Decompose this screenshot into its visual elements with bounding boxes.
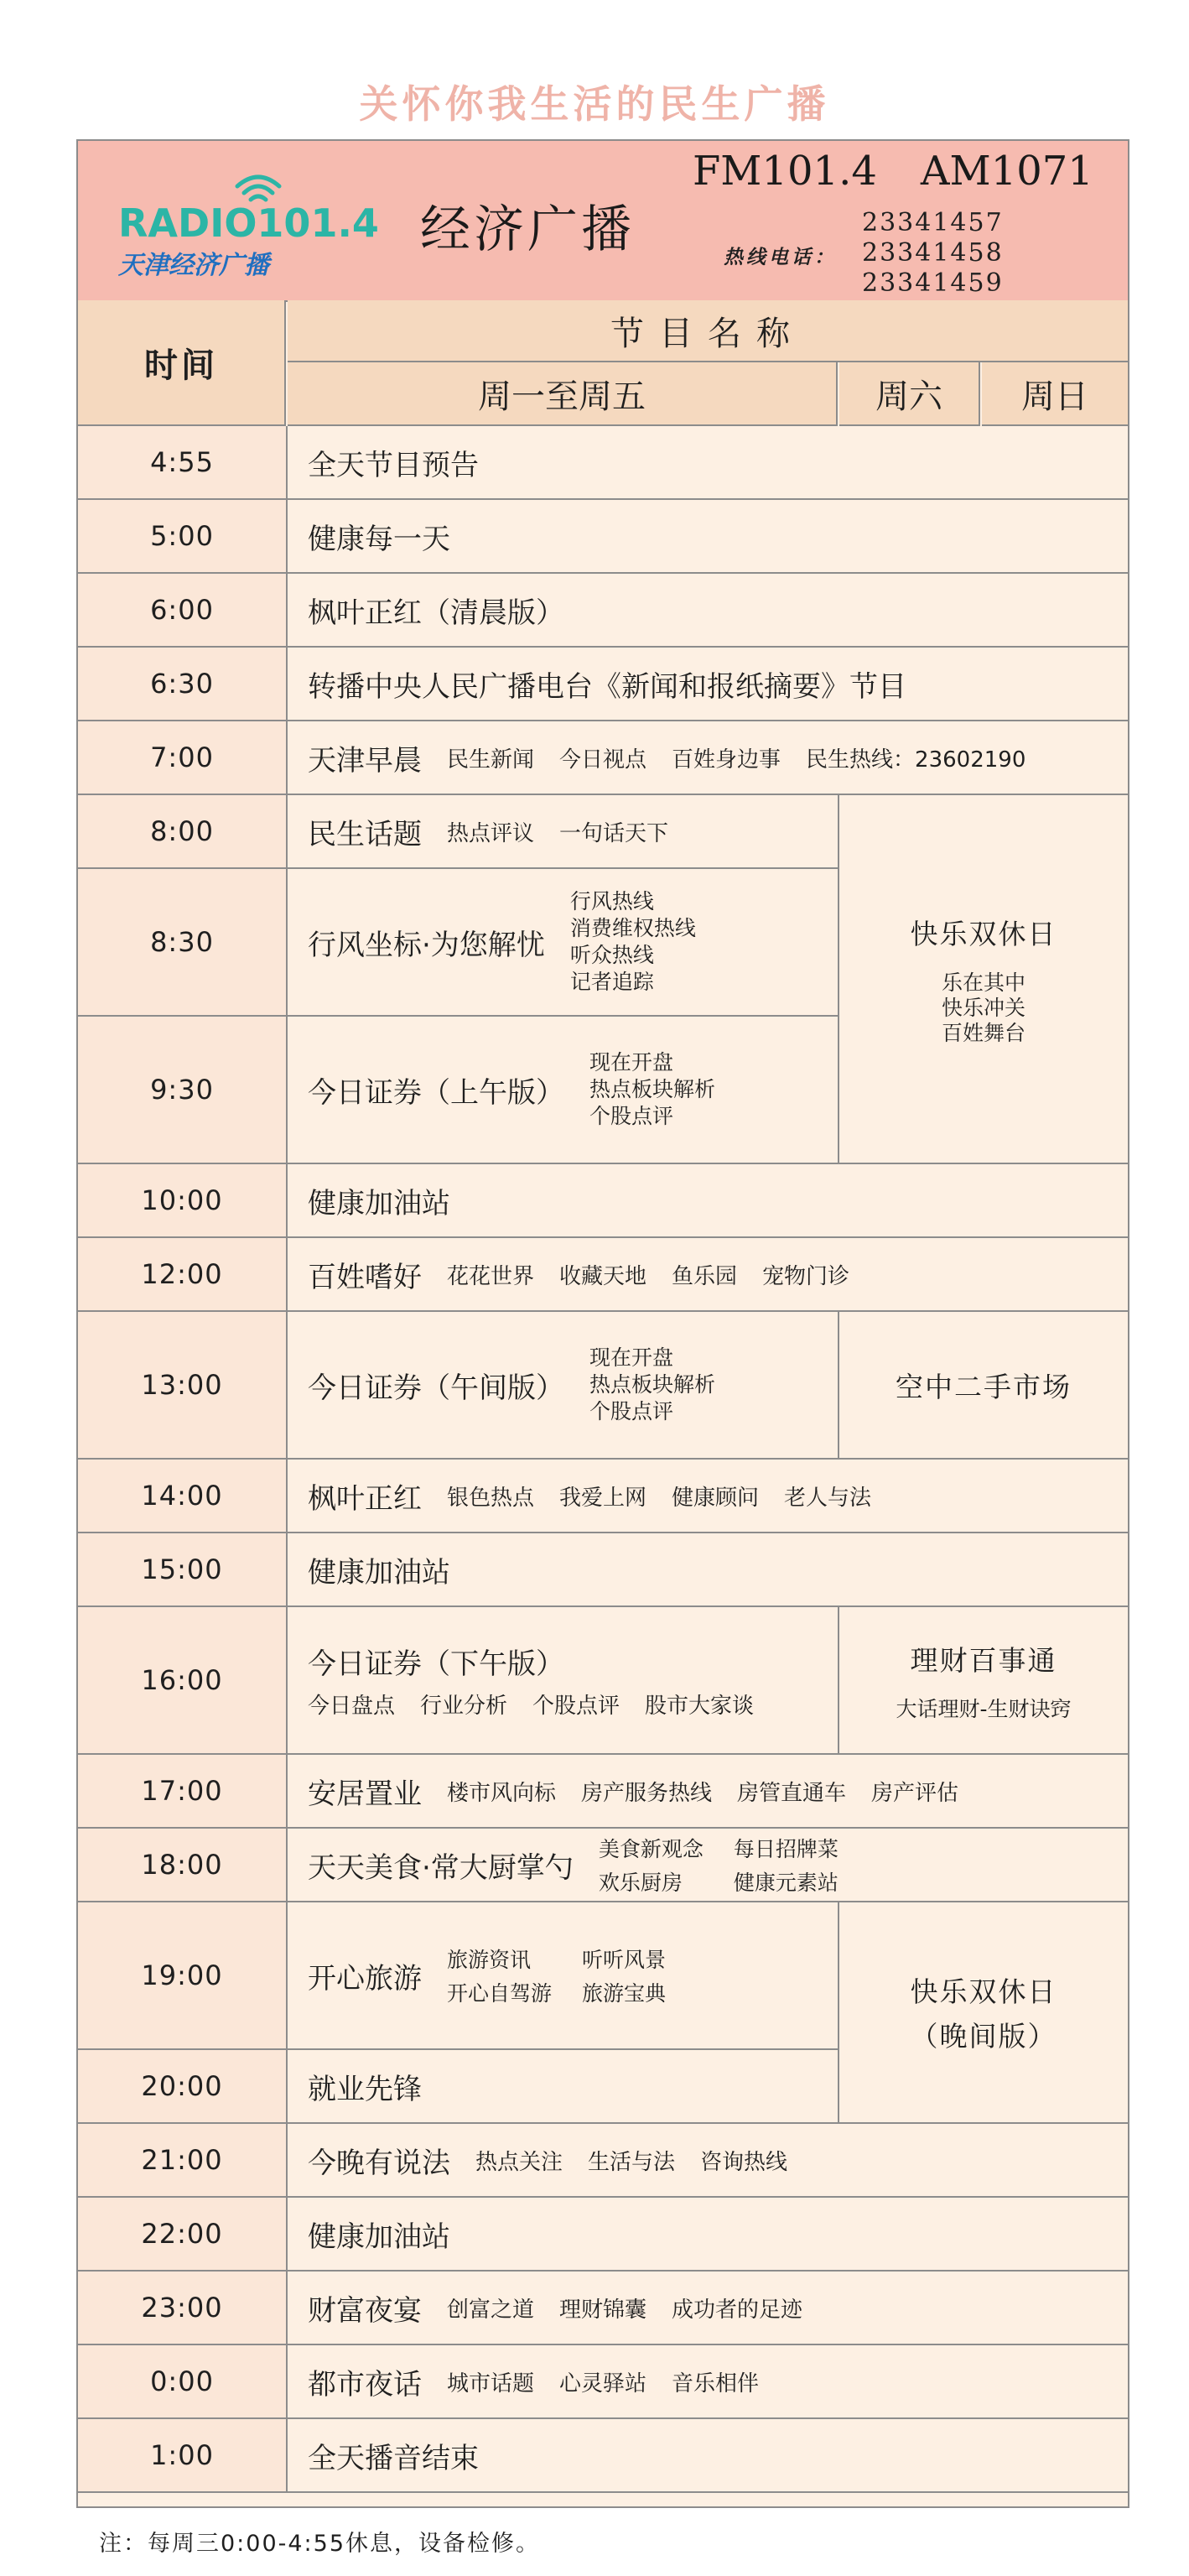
segment-item: 房产评估 (871, 1780, 959, 1806)
footnote: 注：每周三0:00-4:55休息，设备检修。 (99, 2531, 541, 2557)
hotline-numbers (862, 208, 1004, 299)
logo-subtitle: 天津经济广播 (118, 251, 269, 280)
program-cell (288, 1164, 1128, 1238)
segment-item: 股市大家谈 (645, 1694, 755, 1719)
time-cell: 8:30 (78, 869, 288, 1017)
weekend-program-title: 理财百事通 (910, 1643, 1057, 1677)
segment-item: 热点板块解析 (589, 1077, 716, 1101)
slogan: 关怀你我生活的民生广播 (359, 81, 830, 127)
program-stack (308, 1641, 754, 1720)
segment-item: 民生热线：23602190 (806, 747, 1026, 773)
segment-item: 旅游宝典 (582, 1981, 667, 2006)
segment-item: 心灵驿站 (559, 2370, 647, 2396)
segment-list (589, 1050, 715, 1129)
program-title: 枫叶正红 (308, 1481, 422, 1516)
program-title: 全天播音结束 (308, 2441, 479, 2475)
program-cell (288, 2198, 1128, 2272)
time-cell: 0:00 (78, 2345, 288, 2419)
schedule-frame (76, 139, 1129, 2508)
time-column-header: 时间 (78, 300, 286, 426)
program-title: 行风坐标·为您解忧 (308, 928, 545, 962)
time-cell: 1:00 (78, 2419, 288, 2493)
time-cell: 7:00 (78, 721, 288, 795)
weekend-program-cell (839, 1902, 1128, 2124)
program-title: 民生话题 (308, 817, 422, 851)
segment-item: 收藏天地 (559, 1263, 647, 1289)
program-title: 百姓嗜好 (308, 1260, 422, 1294)
segment-item: 个股点评 (532, 1694, 620, 1719)
program-title: 今日证券（午间版） (308, 1371, 564, 1405)
segment-item: 旅游资讯 (447, 1948, 532, 1972)
segment-item: 花花世界 (447, 1263, 535, 1289)
time-cell: 13:00 (78, 1312, 288, 1460)
segment-item: 今日盘点 (308, 1694, 396, 1719)
time-cell: 9:30 (78, 1017, 288, 1164)
time-cell: 15:00 (78, 1533, 288, 1607)
segment-item: 宠物门诊 (762, 1263, 850, 1289)
segment-item: 城市话题 (447, 2370, 535, 2396)
weekend-segment: （晚间版） (910, 2020, 1057, 2053)
segment-item: 我爱上网 (559, 1485, 647, 1511)
time-cell: 6:00 (78, 574, 288, 648)
program-cell (288, 721, 1128, 795)
weekend-segment: 快乐冲关 (941, 995, 1025, 1020)
time-cell: 23:00 (78, 2272, 288, 2345)
segment-item: 创富之道 (447, 2297, 535, 2323)
segment-list (447, 1776, 958, 1807)
segment-list (589, 1345, 715, 1424)
weekend-segment: 乐在其中 (941, 970, 1025, 995)
program-cell (288, 1460, 1128, 1533)
logo-text: RADIO101.4 (118, 200, 379, 246)
weekend-segment: 百姓舞台 (941, 1020, 1025, 1045)
segment-item: 老人与法 (784, 1485, 872, 1511)
program-cell (288, 2124, 1128, 2198)
time-cell: 5:00 (78, 500, 288, 574)
program-cell (288, 1829, 1128, 1902)
program-title: 就业先锋 (308, 2072, 422, 2106)
frequencies (693, 148, 1093, 195)
segment-list (447, 2292, 802, 2324)
segment-item: 健康顾问 (672, 1485, 760, 1511)
segment-list (447, 2366, 759, 2397)
segment-item: 理财锦囊 (559, 2297, 647, 2323)
segment-item: 热点评议 (447, 820, 535, 846)
segment-item: 音乐相伴 (672, 2370, 760, 2396)
segment-item: 消费维权热线 (569, 916, 696, 940)
segment-item: 民生新闻 (447, 747, 535, 773)
program-cell (288, 574, 1128, 648)
program-cell (288, 2050, 839, 2124)
segment-list (447, 1944, 666, 2007)
program-cell (288, 869, 839, 1017)
time-cell: 6:30 (78, 648, 288, 721)
program-cell (288, 2272, 1128, 2345)
program-cell (288, 1533, 1128, 1607)
program-title: 今日证券（上午版） (308, 1075, 564, 1110)
segment-item: 现在开盘 (589, 1050, 674, 1075)
weekend-program-title: 快乐双休日 (910, 917, 1057, 950)
phone-number: 23341457 (862, 208, 1004, 237)
segment-item: 银色热点 (447, 1485, 535, 1511)
segment-item: 楼市风向标 (447, 1780, 557, 1806)
hotline-label: 热线电话： (724, 246, 837, 268)
program-title: 枫叶正红（清晨版） (308, 596, 564, 630)
weekend-program-cell (839, 795, 1128, 1164)
program-cell (288, 1607, 839, 1755)
segment-item: 听众热线 (569, 943, 654, 967)
header-banner (78, 141, 1128, 302)
program-title: 财富夜宴 (308, 2293, 422, 2328)
segment-item: 个股点评 (589, 1104, 674, 1128)
program-cell (288, 2345, 1128, 2419)
time-cell: 8:00 (78, 795, 288, 869)
segment-list (308, 1689, 754, 1720)
segment-item: 每日招牌菜 (733, 1837, 839, 1861)
weekend-program-title: 空中二手市场 (896, 1370, 1072, 1403)
segment-item: 房产服务热线 (581, 1780, 713, 1806)
weekend-program-title: 快乐双休日 (910, 1975, 1057, 2008)
segment-item: 行风热线 (569, 889, 654, 913)
program-cell (288, 1238, 1128, 1312)
segment-item: 现在开盘 (589, 1345, 674, 1370)
program-cell (288, 1902, 839, 2050)
segment-list (447, 1259, 849, 1290)
time-cell: 17:00 (78, 1755, 288, 1829)
radio-logo-icon (112, 163, 380, 280)
segment-item: 记者追踪 (569, 970, 654, 994)
segment-item: 听听风景 (582, 1948, 667, 1972)
program-cell (288, 648, 1128, 721)
program-title: 全天节目预告 (308, 448, 479, 482)
segment-item: 百姓身边事 (672, 747, 781, 773)
segment-item: 开心自驾游 (447, 1981, 553, 2006)
station-name: 经济广播 (420, 200, 635, 259)
program-title: 健康加油站 (308, 1555, 450, 1590)
program-cell (288, 795, 839, 869)
segment-item: 热点关注 (475, 2149, 563, 2175)
segment-item: 行业分析 (420, 1694, 508, 1719)
time-cell: 12:00 (78, 1238, 288, 1312)
program-cell (288, 1017, 839, 1164)
weekend-program-cell (839, 1607, 1128, 1755)
fm-frequency: FM101.4 (693, 148, 877, 195)
time-cell: 20:00 (78, 2050, 288, 2124)
am-frequency: AM1071 (920, 148, 1093, 195)
time-cell: 10:00 (78, 1164, 288, 1238)
weekend-segment: 大话理财-生财诀窍 (896, 1696, 1072, 1721)
program-cell (288, 500, 1128, 574)
time-cell: 19:00 (78, 1902, 288, 2050)
segment-item: 热点板块解析 (589, 1372, 716, 1397)
sunday-header: 周日 (982, 362, 1128, 426)
segment-list (447, 1481, 871, 1512)
weekend-program-cell (839, 1312, 1128, 1460)
program-cell (288, 426, 1128, 500)
segment-item: 个股点评 (589, 1399, 674, 1423)
segment-item: 鱼乐园 (672, 1263, 738, 1289)
program-title: 都市夜话 (308, 2367, 422, 2402)
segment-item: 房管直通车 (737, 1780, 847, 1806)
weekday-header: 周一至周五 (288, 362, 838, 426)
program-title: 天天美食·常大厨掌勺 (308, 1850, 574, 1885)
time-cell: 4:55 (78, 426, 288, 500)
segment-item: 美食新观念 (598, 1837, 704, 1861)
program-title: 转播中央人民广播电台《新闻和报纸摘要》节目 (308, 669, 906, 704)
segment-item: 一句话天下 (559, 820, 669, 846)
phone-number: 23341459 (862, 268, 1004, 298)
segment-item: 咨询热线 (700, 2149, 788, 2175)
program-cell (288, 1755, 1128, 1829)
segment-list (447, 742, 1025, 773)
program-title: 今日证券（下午版） (308, 1647, 564, 1681)
segment-list (475, 2145, 787, 2176)
segment-list (599, 1833, 839, 1897)
segment-item: 健康元素站 (733, 1871, 839, 1895)
program-title: 健康每一天 (308, 522, 450, 556)
program-title: 今晚有说法 (308, 2146, 450, 2180)
segment-item: 生活与法 (588, 2149, 676, 2175)
segment-list (570, 889, 696, 995)
saturday-header: 周六 (839, 362, 980, 426)
segment-item: 今日视点 (559, 747, 647, 773)
program-column-header: 节目名称 (288, 300, 1128, 362)
phone-number: 23341458 (862, 238, 1004, 268)
time-cell: 18:00 (78, 1829, 288, 1902)
program-title: 健康加油站 (308, 2220, 450, 2254)
segment-item: 成功者的足迹 (672, 2297, 803, 2323)
time-cell: 21:00 (78, 2124, 288, 2198)
segment-list (447, 816, 668, 847)
program-cell (288, 1312, 839, 1460)
program-title: 安居置业 (308, 1777, 422, 1811)
program-title: 天津早晨 (308, 743, 422, 778)
segment-item: 欢乐厨房 (598, 1871, 683, 1895)
program-title: 开心旅游 (308, 1961, 422, 1996)
time-cell: 14:00 (78, 1460, 288, 1533)
time-cell: 16:00 (78, 1607, 288, 1755)
time-cell: 22:00 (78, 2198, 288, 2272)
program-cell (288, 2419, 1128, 2493)
program-title: 健康加油站 (308, 1186, 450, 1220)
